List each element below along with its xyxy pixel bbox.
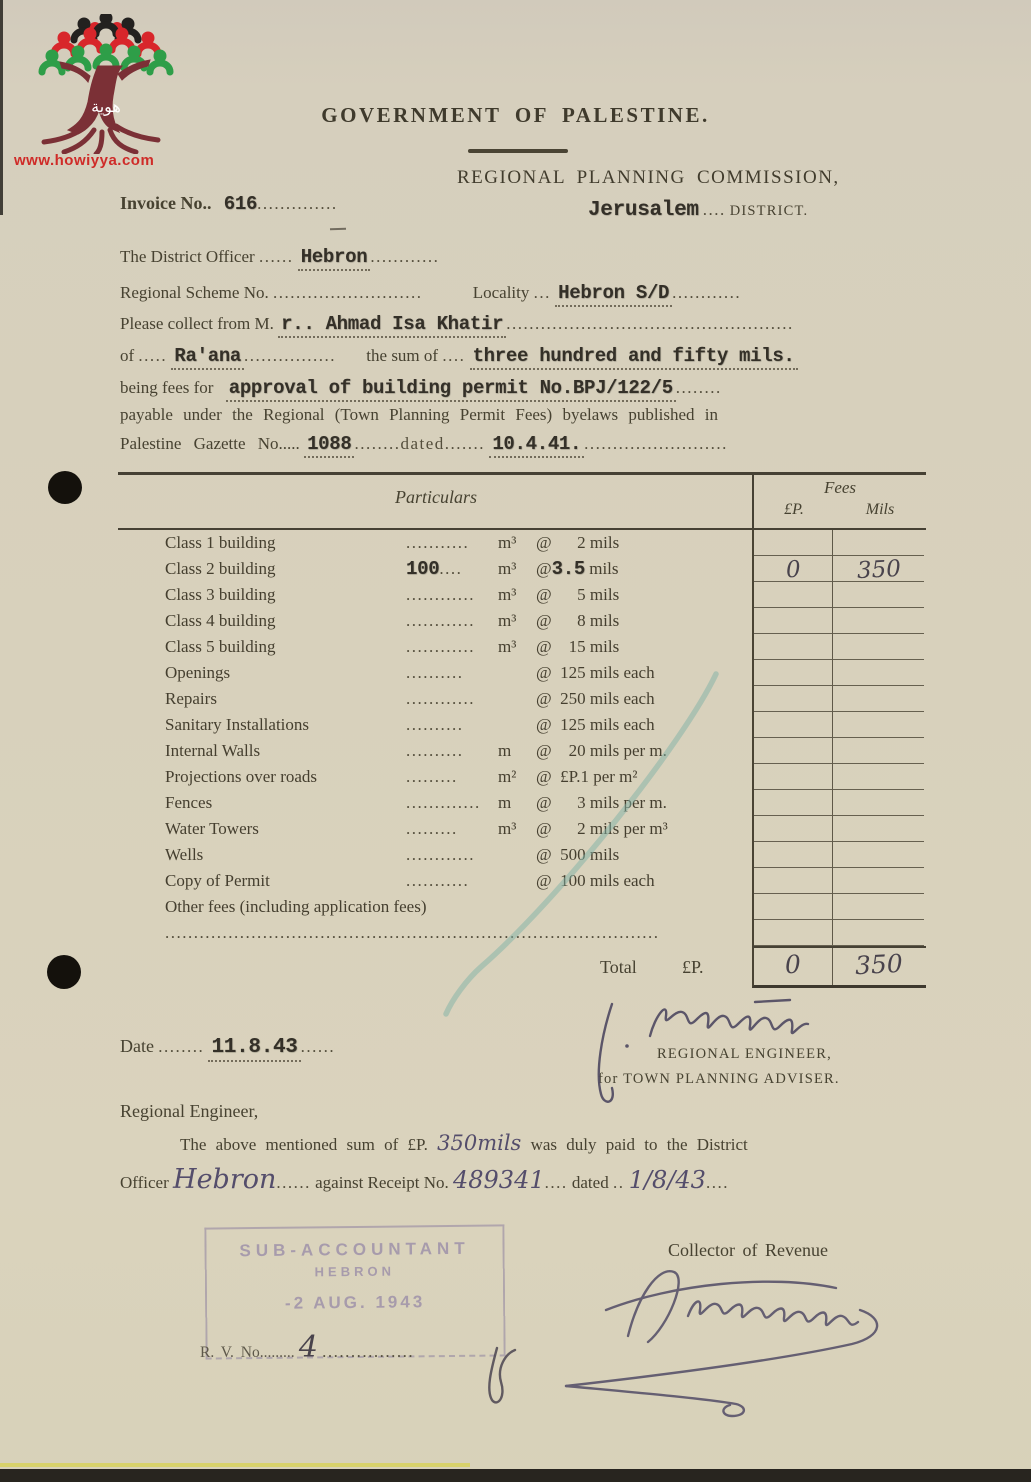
row-rate: @ 250 mils each (536, 689, 655, 708)
officer-handwritten: Hebron (173, 1164, 277, 1195)
row-quantity-dots: ......... (406, 767, 458, 786)
table-row (118, 894, 926, 920)
row-rate: @3.5 mils (536, 558, 619, 580)
officer-paid-label: Officer (120, 1173, 169, 1192)
of-label: of (120, 346, 135, 365)
officer-value: Hebron (298, 246, 371, 271)
sum-value: three hundred and fifty mils. (470, 345, 798, 370)
row-particulars (118, 530, 752, 556)
row-particulars (118, 868, 752, 894)
total-left (118, 946, 752, 988)
row-label: Openings (165, 663, 231, 682)
row-fees (752, 686, 926, 712)
rv-value-handwritten: 4 (298, 1330, 318, 1365)
row-fees (752, 660, 926, 686)
header-divider (752, 475, 754, 528)
row-fee-pounds-cell (754, 816, 832, 842)
row-particulars (118, 816, 752, 842)
salutation: Regional Engineer, (120, 1101, 259, 1121)
row-fees (752, 634, 926, 660)
receipt-number-handwritten: 489341 (453, 1166, 545, 1194)
stray-mark (330, 228, 346, 231)
row-particulars (118, 894, 752, 920)
table-row (118, 634, 926, 660)
row-quantity-dots: ............ (406, 689, 475, 708)
table-row (118, 738, 926, 764)
collect-value: r.. Ahmad Isa Khatir (278, 313, 506, 338)
row-filler-dots: ...................................................................................... (165, 923, 660, 942)
table-row (118, 555, 926, 585)
row-fee-pounds-cell (754, 712, 832, 738)
row-label: Class 5 building (165, 637, 276, 656)
row-particulars (118, 582, 752, 608)
stamp-line1: SUB-ACCOUNTANT (239, 1238, 470, 1261)
total-mils-value: 350 (854, 948, 904, 981)
total-label: Total (600, 957, 637, 977)
gazette-label: Palestine Gazette No..... (120, 434, 300, 453)
row-fee-pounds-cell (754, 920, 832, 946)
sum-line (120, 345, 798, 367)
total-fees (752, 946, 926, 988)
collect-line (120, 313, 794, 335)
fees-header: Fees (823, 478, 857, 497)
receipt-line (120, 1164, 729, 1195)
sum-leader: .... (442, 346, 466, 365)
row-fee-pounds-cell (754, 582, 832, 608)
row-quantity-dots: ............ (406, 845, 475, 864)
fees-value: approval of building permit No.BPJ/122/5 (226, 377, 676, 402)
row-particulars (118, 764, 752, 790)
row-quantity (406, 868, 469, 894)
invoice-dots: .............. (257, 194, 338, 213)
row-rate: @ 3 mils per m. (536, 793, 667, 812)
row-unit: m² (498, 767, 517, 786)
officer-paid-dots: ...... (276, 1173, 311, 1192)
row-fee-pounds-cell (754, 634, 832, 660)
row-fee-pounds-cell (754, 660, 832, 686)
row-label: Water Towers (165, 819, 259, 838)
row-label: Repairs (165, 689, 217, 708)
howiyya-logo (26, 14, 186, 154)
row-fees (752, 894, 926, 920)
receipt-label: against Receipt No. (315, 1173, 449, 1192)
table-row (118, 790, 926, 816)
row-quantity (406, 790, 481, 816)
locality-trailing-dots: ............ (672, 283, 742, 302)
paid-line-post: was duly paid to the District (530, 1135, 748, 1154)
row-fee-mils-cell (832, 894, 924, 920)
officer-label: The District Officer (120, 247, 255, 266)
row-unit: m³ (498, 611, 517, 630)
row-unit: m³ (498, 819, 517, 838)
row-quantity (406, 660, 464, 686)
rv-line (200, 1330, 414, 1365)
district-officer-line (120, 246, 439, 268)
scheme-line (120, 282, 741, 304)
row-particulars (118, 712, 752, 738)
row-particulars (118, 738, 752, 764)
row-rate: @ £P.1 per m² (536, 767, 638, 786)
row-fee-pounds-cell (754, 556, 832, 582)
row-rate: @ 20 mils per m. (536, 741, 667, 760)
dated-label: dated (571, 1173, 609, 1192)
total-row (118, 946, 926, 988)
row-fee-mils-cell (832, 868, 924, 894)
stamp-date: -2 AUG. 1943 (284, 1292, 426, 1313)
row-rate-typed: 3.5 (551, 558, 585, 580)
row-quantity (406, 530, 469, 556)
row-fee-mils-cell (832, 790, 924, 816)
row-fees (752, 555, 926, 585)
table-row (118, 816, 926, 842)
row-label: Projections over roads (165, 767, 318, 786)
row-particulars (118, 686, 752, 712)
collect-label: Please collect from M. (120, 314, 274, 333)
row-unit: m (498, 793, 512, 812)
locality-leader: ... (533, 283, 551, 302)
hole-punch-top (48, 471, 82, 504)
row-quantity-dots: ........... (406, 533, 470, 552)
pounds-column-header: £P. (784, 501, 804, 518)
row-fee-mils-cell (832, 686, 924, 712)
government-title: GOVERNMENT OF PALESTINE. (321, 103, 710, 127)
row-quantity (406, 582, 475, 608)
row-unit: m³ (498, 533, 517, 552)
row-fee-mils-cell (832, 764, 924, 790)
adviser-line: for TOWN PLANNING ADVISER. (598, 1071, 840, 1087)
invoice-number: 616 (223, 193, 258, 215)
officer-trailing-dots: ............ (370, 247, 440, 266)
row-fee-pounds-cell (754, 608, 832, 634)
row-fee-mils-cell (832, 634, 924, 660)
receipt-dots: .... (544, 1173, 568, 1192)
stamp-line2: HEBRON (314, 1263, 396, 1280)
row-rate: @ 100 mils each (536, 871, 655, 890)
district-label: DISTRICT. (729, 203, 809, 219)
invoice-line (120, 193, 338, 215)
table-row (118, 582, 926, 608)
table-header (118, 475, 926, 530)
date-trailing-dots: ...... (300, 1037, 336, 1056)
row-fee-mils-cell (832, 660, 924, 686)
mils-column-header: Mils (865, 501, 895, 518)
row-quantity-dots: ............ (406, 585, 475, 604)
row-particulars (118, 660, 752, 686)
row-fee-pounds-cell (754, 842, 832, 868)
officer-leader: ...... (258, 247, 294, 266)
row-particulars (118, 790, 752, 816)
paid-line (180, 1131, 748, 1155)
row-quantity-dots: ............ (406, 611, 475, 630)
collect-trailing-dots: .................................................. (506, 314, 794, 333)
table-row (118, 530, 926, 556)
row-fee-mils-cell (832, 530, 924, 556)
row-label: Other fees (including application fees) (165, 897, 427, 916)
collector-title: Collector of Revenue (668, 1240, 828, 1260)
fees-trailing-dots: ........ (675, 378, 722, 397)
row-label: Internal Walls (165, 741, 261, 760)
row-fee-mils-cell (832, 842, 924, 868)
table-row (118, 764, 926, 790)
row-fee-pounds-value: 0 (785, 556, 802, 584)
scheme-label: Regional Scheme No. (120, 283, 269, 302)
total-currency: £P. (682, 957, 704, 977)
district-value: Jerusalem (588, 199, 699, 222)
row-quantity (406, 764, 458, 790)
row-quantity-dots: ........... (406, 871, 470, 890)
rv-trailing-dots: ................ (322, 1342, 415, 1361)
row-fees (752, 816, 926, 842)
gazette-mid-dots: ........dated....... (354, 434, 486, 453)
table-row (118, 868, 926, 894)
row-rate: @ 125 mils each (536, 663, 655, 682)
total-mils-cell (832, 948, 924, 985)
hole-punch-bottom (47, 955, 81, 989)
row-quantity-typed: 100 (406, 558, 440, 580)
row-quantity (406, 686, 475, 712)
of-leader: ..... (138, 346, 168, 365)
table-row (118, 608, 926, 634)
row-rate: @ 8 mils (536, 611, 620, 630)
row-fee-pounds-cell (754, 868, 832, 894)
logo-arabic-text: هوية (91, 97, 121, 116)
gazette-date: 10.4.41. (489, 433, 584, 458)
table-body (118, 530, 926, 946)
district-line (588, 199, 808, 222)
row-particulars (118, 842, 752, 868)
tree-logo-icon (26, 14, 186, 154)
row-rate: @ 2 mils per m³ (536, 819, 668, 838)
watermark-url: www.howiyya.com (14, 152, 155, 169)
row-quantity-dots: .......... (406, 715, 464, 734)
row-fee-pounds-cell (754, 764, 832, 790)
row-quantity (406, 738, 464, 764)
table-row (118, 686, 926, 712)
date-line (120, 1036, 335, 1059)
row-quantity-dots: .......... (406, 741, 464, 760)
row-quantity (406, 608, 475, 634)
row-particulars (118, 556, 752, 582)
row-label: Class 2 building (165, 559, 276, 578)
row-quantity-dots: ......... (406, 819, 458, 838)
row-fees (752, 868, 926, 894)
row-fee-mils-cell (832, 582, 924, 608)
row-fee-pounds-cell (754, 686, 832, 712)
row-fee-mils-cell (832, 555, 924, 585)
row-rate: @ 15 mils (536, 637, 620, 656)
row-fees (752, 608, 926, 634)
sum-label: the sum of (366, 346, 439, 365)
total-pounds-value: 0 (784, 949, 803, 980)
table-row (118, 842, 926, 868)
gazette-line (120, 433, 728, 455)
row-fee-pounds-cell (754, 790, 832, 816)
row-label: Class 3 building (165, 585, 276, 604)
row-label: Sanitary Installations (165, 715, 310, 734)
district-dots: .... (702, 200, 726, 219)
engineer-title: REGIONAL ENGINEER, (657, 1046, 832, 1062)
row-fee-mils-cell (832, 712, 924, 738)
table-row (118, 660, 926, 686)
row-quantity-dots: .... (439, 559, 463, 578)
date-label: Date (120, 1036, 154, 1056)
row-rate: @ 2 mils (536, 533, 620, 552)
row-unit: m³ (498, 559, 517, 578)
fees-table (118, 472, 926, 988)
row-fee-mils-cell (832, 920, 924, 946)
total-pounds-cell (754, 948, 832, 985)
row-particulars (118, 634, 752, 660)
of-trailing-dots: ................ (244, 346, 337, 365)
gazette-number: 1088 (304, 433, 354, 458)
row-quantity (406, 712, 464, 738)
invoice-label: Invoice No.. (120, 193, 212, 213)
row-rate: @ 5 mils (536, 585, 620, 604)
scan-yellow-line (0, 1463, 470, 1467)
dated-leader: .. (612, 1173, 625, 1192)
row-fee-mils-cell (832, 738, 924, 764)
row-quantity (406, 816, 458, 842)
payable-line: payable under the Regional (Town Planning Permit Fees) byelaws published in (120, 405, 718, 424)
paid-date-handwritten: 1/8/43 (628, 1166, 706, 1194)
fees-for-line (120, 377, 722, 399)
table-row (118, 712, 926, 738)
row-unit: m (498, 741, 512, 760)
row-fee-mils-value: 350 (856, 555, 902, 585)
row-fee-pounds-cell (754, 530, 832, 556)
fees-label: being fees for (120, 378, 214, 397)
scan-bottom-edge (0, 1469, 1031, 1482)
row-quantity-dots: .......... (406, 663, 464, 682)
locality-label: Locality (472, 283, 530, 302)
row-fees (752, 530, 926, 556)
row-fee-pounds-cell (754, 894, 832, 920)
row-label: Fences (165, 793, 213, 812)
row-fees (752, 582, 926, 608)
locality-value: Hebron S/D (555, 282, 672, 307)
paid-amount-handwritten: 350mils (437, 1131, 522, 1155)
row-fees (752, 712, 926, 738)
row-fees (752, 764, 926, 790)
row-label: Wells (165, 845, 204, 864)
gazette-trailing-dots: ......................... (584, 434, 728, 453)
row-quantity (406, 842, 475, 868)
row-fee-mils-cell (832, 608, 924, 634)
row-unit: m³ (498, 585, 517, 604)
row-rate: @ 500 mils (536, 845, 620, 864)
title-divider (468, 149, 568, 153)
row-label: Copy of Permit (165, 871, 270, 890)
row-quantity (406, 634, 475, 660)
row-quantity (406, 556, 462, 582)
particulars-header: Particulars (394, 487, 477, 507)
row-fees (752, 842, 926, 868)
collector-signature (566, 1271, 877, 1416)
row-particulars (118, 608, 752, 634)
dated-trailing-dots: .... (705, 1173, 729, 1192)
row-label: Class 4 building (165, 611, 276, 630)
row-fees (752, 920, 926, 946)
date-value: 11.8.43 (208, 1036, 300, 1062)
paid-line-pre: The above mentioned sum of £P. (180, 1135, 428, 1154)
commission-title: REGIONAL PLANNING COMMISSION, (457, 167, 840, 188)
date-leader: ........ (158, 1037, 205, 1056)
of-value: Ra'ana (171, 345, 244, 370)
row-fees (752, 738, 926, 764)
row-fee-mils-cell (832, 816, 924, 842)
row-quantity-dots: ............. (406, 793, 481, 812)
row-particulars (118, 920, 752, 946)
scheme-leader: .......................... (272, 283, 423, 302)
row-rate: @ 125 mils each (536, 715, 655, 734)
row-fee-pounds-cell (754, 738, 832, 764)
row-fees (752, 790, 926, 816)
row-label: Class 1 building (165, 533, 276, 552)
row-unit: m³ (498, 637, 517, 656)
row-quantity-dots: ............ (406, 637, 475, 656)
table-row (118, 920, 926, 946)
rv-label: R. V. No......... (200, 1344, 295, 1361)
